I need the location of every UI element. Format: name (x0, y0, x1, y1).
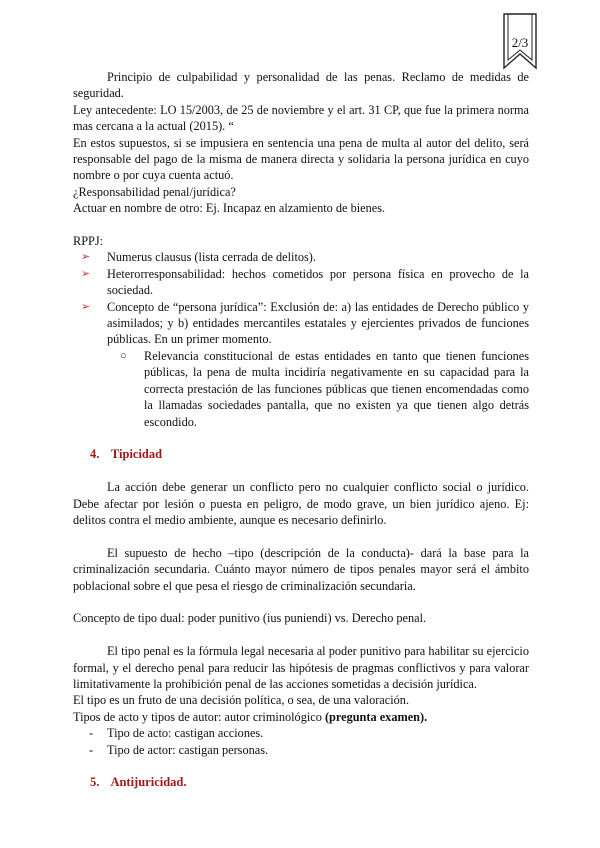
list-item: ➢ Concepto de “persona jurídica”: Exclusión de: a) las entidades de Derecho público y asimilados; y b) entidades mercantiles estatales y ejercientes privados de funciones públicas. En un primer momento. (81, 299, 529, 347)
tipicidad-paragraph-6: Tipos de acto y tipos de autor: autor criminológico (pregunta examen). (73, 709, 428, 724)
list-item: ○ Relevancia constitucional de estas entidades en tanto que tienen funciones públicas, la pena de multa incidiría negativamente en su capacidad para la correcta prestación de las funciones públicas que tienen encomendadas como la llamadas sociedades pantalla, que no existen ya que tienen algo detrás escondido. (120, 348, 529, 429)
tipos-list (73, 725, 529, 758)
tipicidad-paragraph-1: La acción debe generar un conflicto pero no cualquier conflicto social o jurídico. Debe afectar por lesión o puesta en peligro, de modo grave, un bien jurídico ajeno. Ej: delitos contra el medio ambiente, aunque es necesario definirlo. (73, 480, 529, 527)
dash-bullet-icon: - (89, 726, 94, 741)
rppj-heading: RPPJ: (73, 234, 104, 249)
exam-question-note: (pregunta examen). (324, 709, 428, 724)
intro-paragraph-3: En estos supuestos, si se impusiera en sentencia una pena de multa al autor del delito, será responsable del pago de la misma de manera directa y solidaria la persona jurídica en cuyo nombre o por cuya cuenta actuó. (73, 135, 529, 183)
intro-paragraph-1: Principio de culpabilidad y personalidad de las penas. Reclamo de medidas de seguridad. (73, 70, 529, 101)
list-item: ➢ Heterorresponsabilidad: hechos cometidos por persona física en provecho de la sociedad. (81, 266, 529, 298)
rppj-list (73, 249, 529, 347)
section-heading-tipicidad: 4. Tipicidad (90, 447, 163, 462)
intro-question: ¿Responsabilidad penal/jurídica? (73, 184, 236, 199)
section-heading-antijuricidad: 5. Antijuricidad. (90, 775, 187, 790)
page-number-badge: 2/3 (511, 35, 529, 50)
intro-paragraph-2: Ley antecedente: LO 15/2003, de 25 de noviembre y el art. 31 CP, que fue la primera norma mas cercana a la actual (2015). “ (73, 102, 529, 134)
list-item: - Tipo de acto: castigan acciones. (89, 726, 264, 741)
rppj-sublist (73, 348, 529, 430)
arrow-bullet-icon: ➢ (81, 300, 91, 313)
list-item: ➢ Numerus clausus (lista cerrada de delitos). (81, 250, 316, 265)
tipicidad-paragraph-3: Concepto de tipo dual: poder punitivo (ius puniendi) vs. Derecho penal. (73, 611, 427, 626)
tipicidad-paragraph-2: El supuesto de hecho –tipo (descripción de la conducta)- dará la base para la criminalización secundaria. Cuánto mayor número de tipos penales mayor será el ámbito poblacional sobre el que pesa el riesgo de criminalización secundaria. (73, 545, 529, 593)
circle-bullet-icon: ○ (120, 349, 127, 362)
list-item: - Tipo de actor: castigan personas. (89, 742, 269, 757)
tipicidad-paragraph-4: El tipo penal es la fórmula legal necesaria al poder punitivo para habilitar su ejercicio formal, y el derecho penal para reducir las hipótesis de pragmas conflictivos y para valorar limitativamente la prohibición penal de las acciones sometidas a decisión jurídica. (73, 644, 529, 691)
arrow-bullet-icon: ➢ (81, 251, 91, 264)
document-body (73, 69, 529, 791)
dash-bullet-icon: - (89, 742, 94, 757)
arrow-bullet-icon: ➢ (81, 267, 91, 280)
tipicidad-paragraph-5: El tipo es un fruto de una decisión política, o sea, de una valoración. (73, 693, 410, 708)
intro-paragraph-5: Actuar en nombre de otro: Ej. Incapaz en alzamiento de bienes. (73, 201, 386, 216)
